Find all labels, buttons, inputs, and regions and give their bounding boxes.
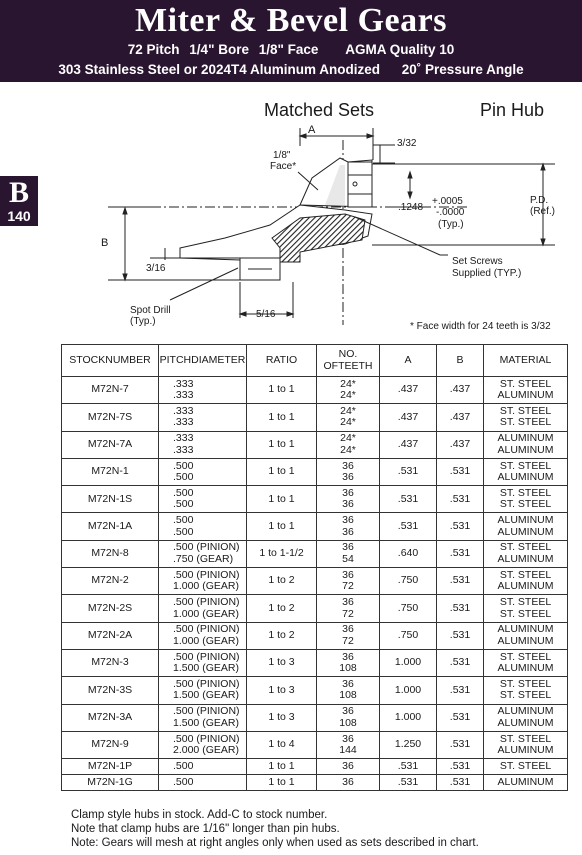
cell-teeth: 24* 24* [317, 377, 380, 404]
cell-stock-number: M72N-2 [62, 568, 159, 595]
cell-stock-number: M72N-2S [62, 595, 159, 622]
table-row [62, 677, 568, 704]
cell-pitch-diameter: .500 (PINION) .750 (GEAR) [159, 540, 247, 567]
cell-teeth: 36 144 [317, 731, 380, 758]
cell-stock-number: M72N-7A [62, 431, 159, 458]
cell-stock-number: M72N-7S [62, 404, 159, 431]
cell-teeth: 24* 24* [317, 431, 380, 458]
cell-teeth: 36 72 [317, 595, 380, 622]
cell-material: ST. STEEL ST. STEEL [484, 677, 568, 704]
cell-b: .531 [437, 704, 484, 731]
pin-hub-label: Pin Hub [480, 100, 545, 120]
table-row [62, 649, 568, 676]
table-row [62, 622, 568, 649]
dim-b-label: B [101, 237, 109, 249]
cell-a: .437 [380, 431, 437, 458]
gear-spec-table [61, 344, 568, 791]
pinion-hub [348, 162, 372, 207]
cell-b: .531 [437, 759, 484, 775]
cell-b: .531 [437, 540, 484, 567]
header-teeth: NO. OFTEETH [317, 345, 380, 377]
cell-material: ALUMINUM ALUMINUM [484, 704, 568, 731]
cell-b: .531 [437, 513, 484, 540]
cell-material: ST. STEEL ST. STEEL [484, 486, 568, 513]
cell-stock-number: M72N-1S [62, 486, 159, 513]
cell-a: .640 [380, 540, 437, 567]
table-row [62, 731, 568, 758]
page-title: Miter & Bevel Gears [135, 2, 447, 39]
cell-a: .437 [380, 377, 437, 404]
cell-teeth: 36 36 [317, 513, 380, 540]
cell-b: .531 [437, 731, 484, 758]
cell-ratio: 1 to 2 [247, 595, 317, 622]
cell-teeth: 36 72 [317, 622, 380, 649]
page-number: 140 [7, 208, 31, 224]
cell-pitch-diameter: .333 .333 [159, 377, 247, 404]
header-a: A [380, 345, 437, 377]
pd-label: P.D. [530, 195, 549, 206]
note-clamp-length: Note that clamp hubs are 1/16" longer than pin hubs. [71, 823, 340, 835]
cell-teeth: 36 108 [317, 704, 380, 731]
face-label-2: Face* [270, 161, 297, 172]
cell-material: ST. STEEL ALUMINUM [484, 458, 568, 485]
cell-ratio: 1 to 2 [247, 622, 317, 649]
cell-ratio: 1 to 1 [247, 759, 317, 775]
cell-ratio: 1 to 3 [247, 649, 317, 676]
face-width-footnote: * Face width for 24 teeth is 3/32 [410, 321, 551, 332]
cell-stock-number: M72N-3S [62, 677, 159, 704]
note-mesh: Note: Gears will mesh at right angles only when used as sets described in chart. [71, 837, 479, 849]
cell-teeth: 36 36 [317, 458, 380, 485]
cell-material: ST. STEEL ALUMINUM [484, 731, 568, 758]
cell-a: .531 [380, 458, 437, 485]
cell-ratio: 1 to 1 [247, 431, 317, 458]
table-row [62, 595, 568, 622]
cell-b: .437 [437, 377, 484, 404]
table-row [62, 486, 568, 513]
table-row [62, 775, 568, 791]
cell-a: .531 [380, 759, 437, 775]
tolerance-typ: (Typ.) [438, 219, 464, 230]
bore-spec: 1/4" Bore [189, 42, 249, 57]
header-material: MATERIAL [484, 345, 568, 377]
cell-pitch-diameter: .500 (PINION) 1.500 (GEAR) [159, 677, 247, 704]
cell-teeth: 36 36 [317, 486, 380, 513]
cell-ratio: 1 to 4 [247, 731, 317, 758]
cell-a: .437 [380, 404, 437, 431]
matched-sets-label: Matched Sets [264, 100, 375, 120]
cell-b: .531 [437, 595, 484, 622]
notes [71, 808, 479, 850]
cell-teeth: 36 [317, 775, 380, 791]
table-row [62, 704, 568, 731]
cell-pitch-diameter: .500 (PINION) 1.000 (GEAR) [159, 568, 247, 595]
header-b: B [437, 345, 484, 377]
cell-material: ALUMINUM ALUMINUM [484, 513, 568, 540]
cell-ratio: 1 to 1 [247, 486, 317, 513]
cell-material: ALUMINUM ALUMINUM [484, 622, 568, 649]
cell-material: ALUMINUM ALUMINUM [484, 431, 568, 458]
table-body [62, 377, 568, 791]
tolerance-value: .1248 [398, 202, 424, 213]
table-row [62, 377, 568, 404]
cell-teeth: 36 108 [317, 677, 380, 704]
dim-a-label: A [308, 124, 316, 136]
cell-b: .531 [437, 458, 484, 485]
cell-material: ST. STEEL ALUMINUM [484, 540, 568, 567]
cell-ratio: 1 to 1 [247, 404, 317, 431]
cell-ratio: 1 to 1-1/2 [247, 540, 317, 567]
cell-pitch-diameter: .500 [159, 759, 247, 775]
pitch-spec: 72 Pitch [127, 42, 180, 57]
cell-pitch-diameter: .500 (PINION) 1.000 (GEAR) [159, 622, 247, 649]
table-row [62, 568, 568, 595]
cell-stock-number: M72N-1P [62, 759, 159, 775]
dim-3-16-label: 3/16 [146, 263, 166, 274]
cell-pitch-diameter: .500 .500 [159, 458, 247, 485]
cell-material: ST. STEEL ST. STEEL [484, 404, 568, 431]
dim-5-16-label: 5/16 [256, 309, 276, 320]
cell-a: 1.000 [380, 677, 437, 704]
note-clamp-hubs: Clamp style hubs in stock. Add-C to stock number. [71, 809, 328, 821]
quality-spec: AGMA Quality 10 [345, 42, 455, 57]
table-row [62, 759, 568, 775]
cell-pitch-diameter: .500 .500 [159, 513, 247, 540]
cell-pitch-diameter: .500 (PINION) 1.000 (GEAR) [159, 595, 247, 622]
table-row [62, 513, 568, 540]
cell-teeth: 36 72 [317, 568, 380, 595]
cell-a: 1.250 [380, 731, 437, 758]
cell-a: 1.000 [380, 704, 437, 731]
cell-b: .437 [437, 431, 484, 458]
tolerance-minus: -.0000 [436, 207, 465, 218]
cell-teeth: 36 54 [317, 540, 380, 567]
cell-stock-number: M72N-3 [62, 649, 159, 676]
cell-a: 1.000 [380, 649, 437, 676]
cell-b: .437 [437, 404, 484, 431]
cell-ratio: 1 to 3 [247, 677, 317, 704]
cell-material: ST. STEEL ALUMINUM [484, 649, 568, 676]
header-stock-number: STOCKNUMBER [62, 345, 159, 377]
gear-outline [108, 128, 555, 325]
tolerance-plus: +.0005 [432, 196, 463, 207]
spot-drill-typ-label: (Typ.) [130, 316, 156, 327]
cell-teeth: 24* 24* [317, 404, 380, 431]
header-ratio: RATIO [247, 345, 317, 377]
cell-stock-number: M72N-7 [62, 377, 159, 404]
cell-material: ST. STEEL ST. STEEL [484, 595, 568, 622]
cell-a: .750 [380, 595, 437, 622]
cell-pitch-diameter: .500 (PINION) 1.500 (GEAR) [159, 704, 247, 731]
cell-b: .531 [437, 649, 484, 676]
cell-teeth: 36 108 [317, 649, 380, 676]
pressure-angle-spec: 20˚ Pressure Angle [401, 62, 524, 77]
spot-drill-label: Spot Drill [130, 305, 171, 316]
cell-pitch-diameter: .500 (PINION) 1.500 (GEAR) [159, 649, 247, 676]
cell-stock-number: M72N-9 [62, 731, 159, 758]
dim-3-32-label: 3/32 [397, 138, 417, 149]
face-spec: 1/8" Face [258, 42, 319, 57]
cell-material: ST. STEEL [484, 759, 568, 775]
cell-material: ST. STEEL ALUMINUM [484, 568, 568, 595]
cell-ratio: 1 to 1 [247, 377, 317, 404]
cell-ratio: 1 to 1 [247, 513, 317, 540]
cell-stock-number: M72N-1G [62, 775, 159, 791]
cell-a: .531 [380, 513, 437, 540]
cell-ratio: 1 to 2 [247, 568, 317, 595]
cell-material: ALUMINUM [484, 775, 568, 791]
cell-stock-number: M72N-1A [62, 513, 159, 540]
cell-stock-number: M72N-8 [62, 540, 159, 567]
cell-material: ST. STEEL ALUMINUM [484, 377, 568, 404]
cell-ratio: 1 to 3 [247, 704, 317, 731]
cell-pitch-diameter: .500 (PINION) 2.000 (GEAR) [159, 731, 247, 758]
cell-pitch-diameter: .500 [159, 775, 247, 791]
cell-b: .531 [437, 775, 484, 791]
section-letter: B [8, 176, 29, 209]
pd-ref-label: (Ref.) [530, 206, 555, 217]
cell-ratio: 1 to 1 [247, 775, 317, 791]
cell-a: .531 [380, 775, 437, 791]
cell-a: .531 [380, 486, 437, 513]
material-spec: 303 Stainless Steel or 2024T4 Aluminum Anodized [58, 62, 381, 77]
cell-b: .531 [437, 568, 484, 595]
cell-b: .531 [437, 677, 484, 704]
cell-ratio: 1 to 1 [247, 458, 317, 485]
set-screws-supplied-label: Supplied (TYP.) [452, 268, 522, 279]
set-screws-label: Set Screws [452, 256, 503, 267]
cell-b: .531 [437, 486, 484, 513]
cell-a: .750 [380, 622, 437, 649]
table-row [62, 404, 568, 431]
cell-pitch-diameter: .500 .500 [159, 486, 247, 513]
table-header-row [62, 345, 568, 377]
cell-stock-number: M72N-1 [62, 458, 159, 485]
cell-stock-number: M72N-2A [62, 622, 159, 649]
cell-stock-number: M72N-3A [62, 704, 159, 731]
cell-teeth: 36 [317, 759, 380, 775]
cell-pitch-diameter: .333 .333 [159, 431, 247, 458]
table-row [62, 458, 568, 485]
table-row [62, 431, 568, 458]
face-label-1: 1/8" [273, 150, 291, 161]
cell-pitch-diameter: .333 .333 [159, 404, 247, 431]
header-pitch-diameter: PITCHDIAMETER [159, 345, 247, 377]
table-row [62, 540, 568, 567]
cell-b: .531 [437, 622, 484, 649]
cell-a: .750 [380, 568, 437, 595]
